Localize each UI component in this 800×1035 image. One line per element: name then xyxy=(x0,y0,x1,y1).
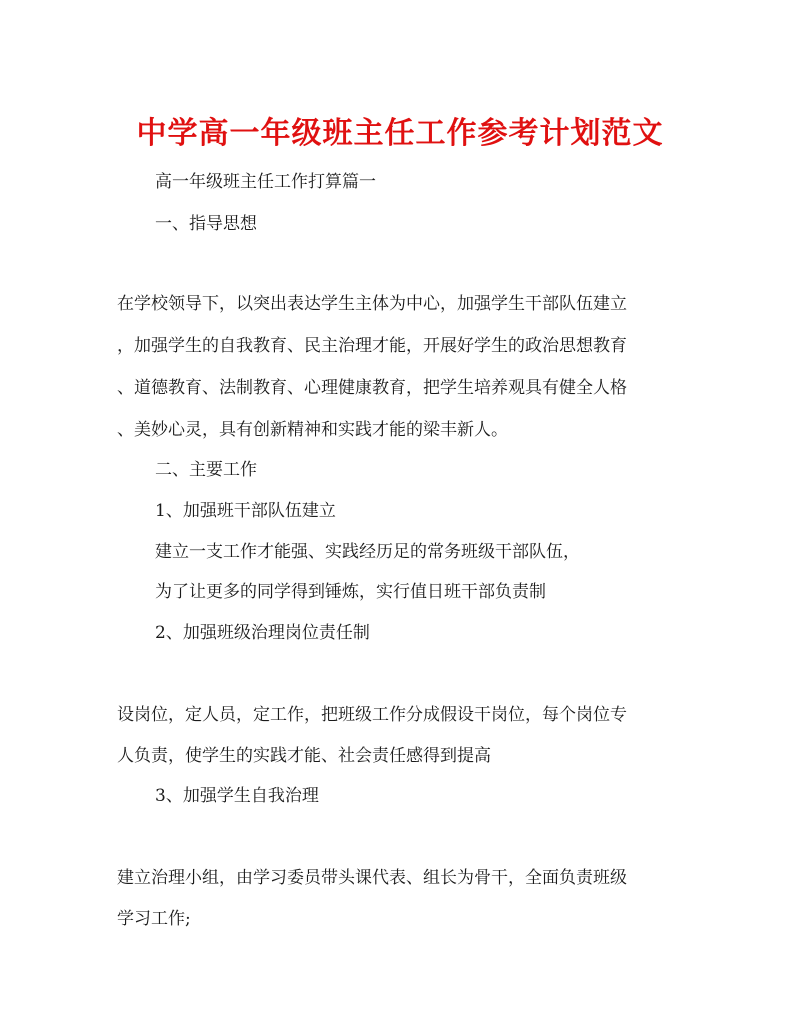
paragraph-line: 、道德教育、法制教育、心理健康教育，把学生培养观具有健全人格 xyxy=(117,378,627,398)
section-heading: 一、指导思想 xyxy=(155,214,257,234)
document-title: 中学高一年级班主任工作参考计划范文 xyxy=(136,116,664,151)
paragraph-line: 建立治理小组，由学习委员带头课代表、组长为骨干，全面负责班级 xyxy=(117,868,627,888)
paragraph-line: 学习工作; xyxy=(117,909,191,929)
paragraph-line: ，加强学生的自我教育、民主治理才能，开展好学生的政治思想教育 xyxy=(117,336,627,356)
subsection-heading: 3、加强学生自我治理 xyxy=(155,786,319,806)
paragraph-line: 为了让更多的同学得到锤炼，实行值日班干部负责制 xyxy=(155,582,546,602)
paragraph-line: 在学校领导下，以突出表达学生主体为中心，加强学生干部队伍建立 xyxy=(117,294,627,314)
section-heading: 二、主要工作 xyxy=(155,460,257,480)
subsection-heading: 1、加强班干部队伍建立 xyxy=(155,501,336,521)
paragraph-line: 建立一支工作才能强、实践经历足的常务班级干部队伍， xyxy=(155,542,580,562)
subsection-heading: 2、加强班级治理岗位责任制 xyxy=(155,623,370,643)
section-heading: 高一年级班主任工作打算篇一 xyxy=(155,172,376,192)
paragraph-line: 设岗位，定人员，定工作，把班级工作分成假设干岗位，每个岗位专 xyxy=(117,705,627,725)
paragraph-line: 人负责，使学生的实践才能、社会责任感得到提高 xyxy=(117,746,491,766)
paragraph-line: 、美妙心灵，具有创新精神和实践才能的梁丰新人。 xyxy=(117,420,508,440)
